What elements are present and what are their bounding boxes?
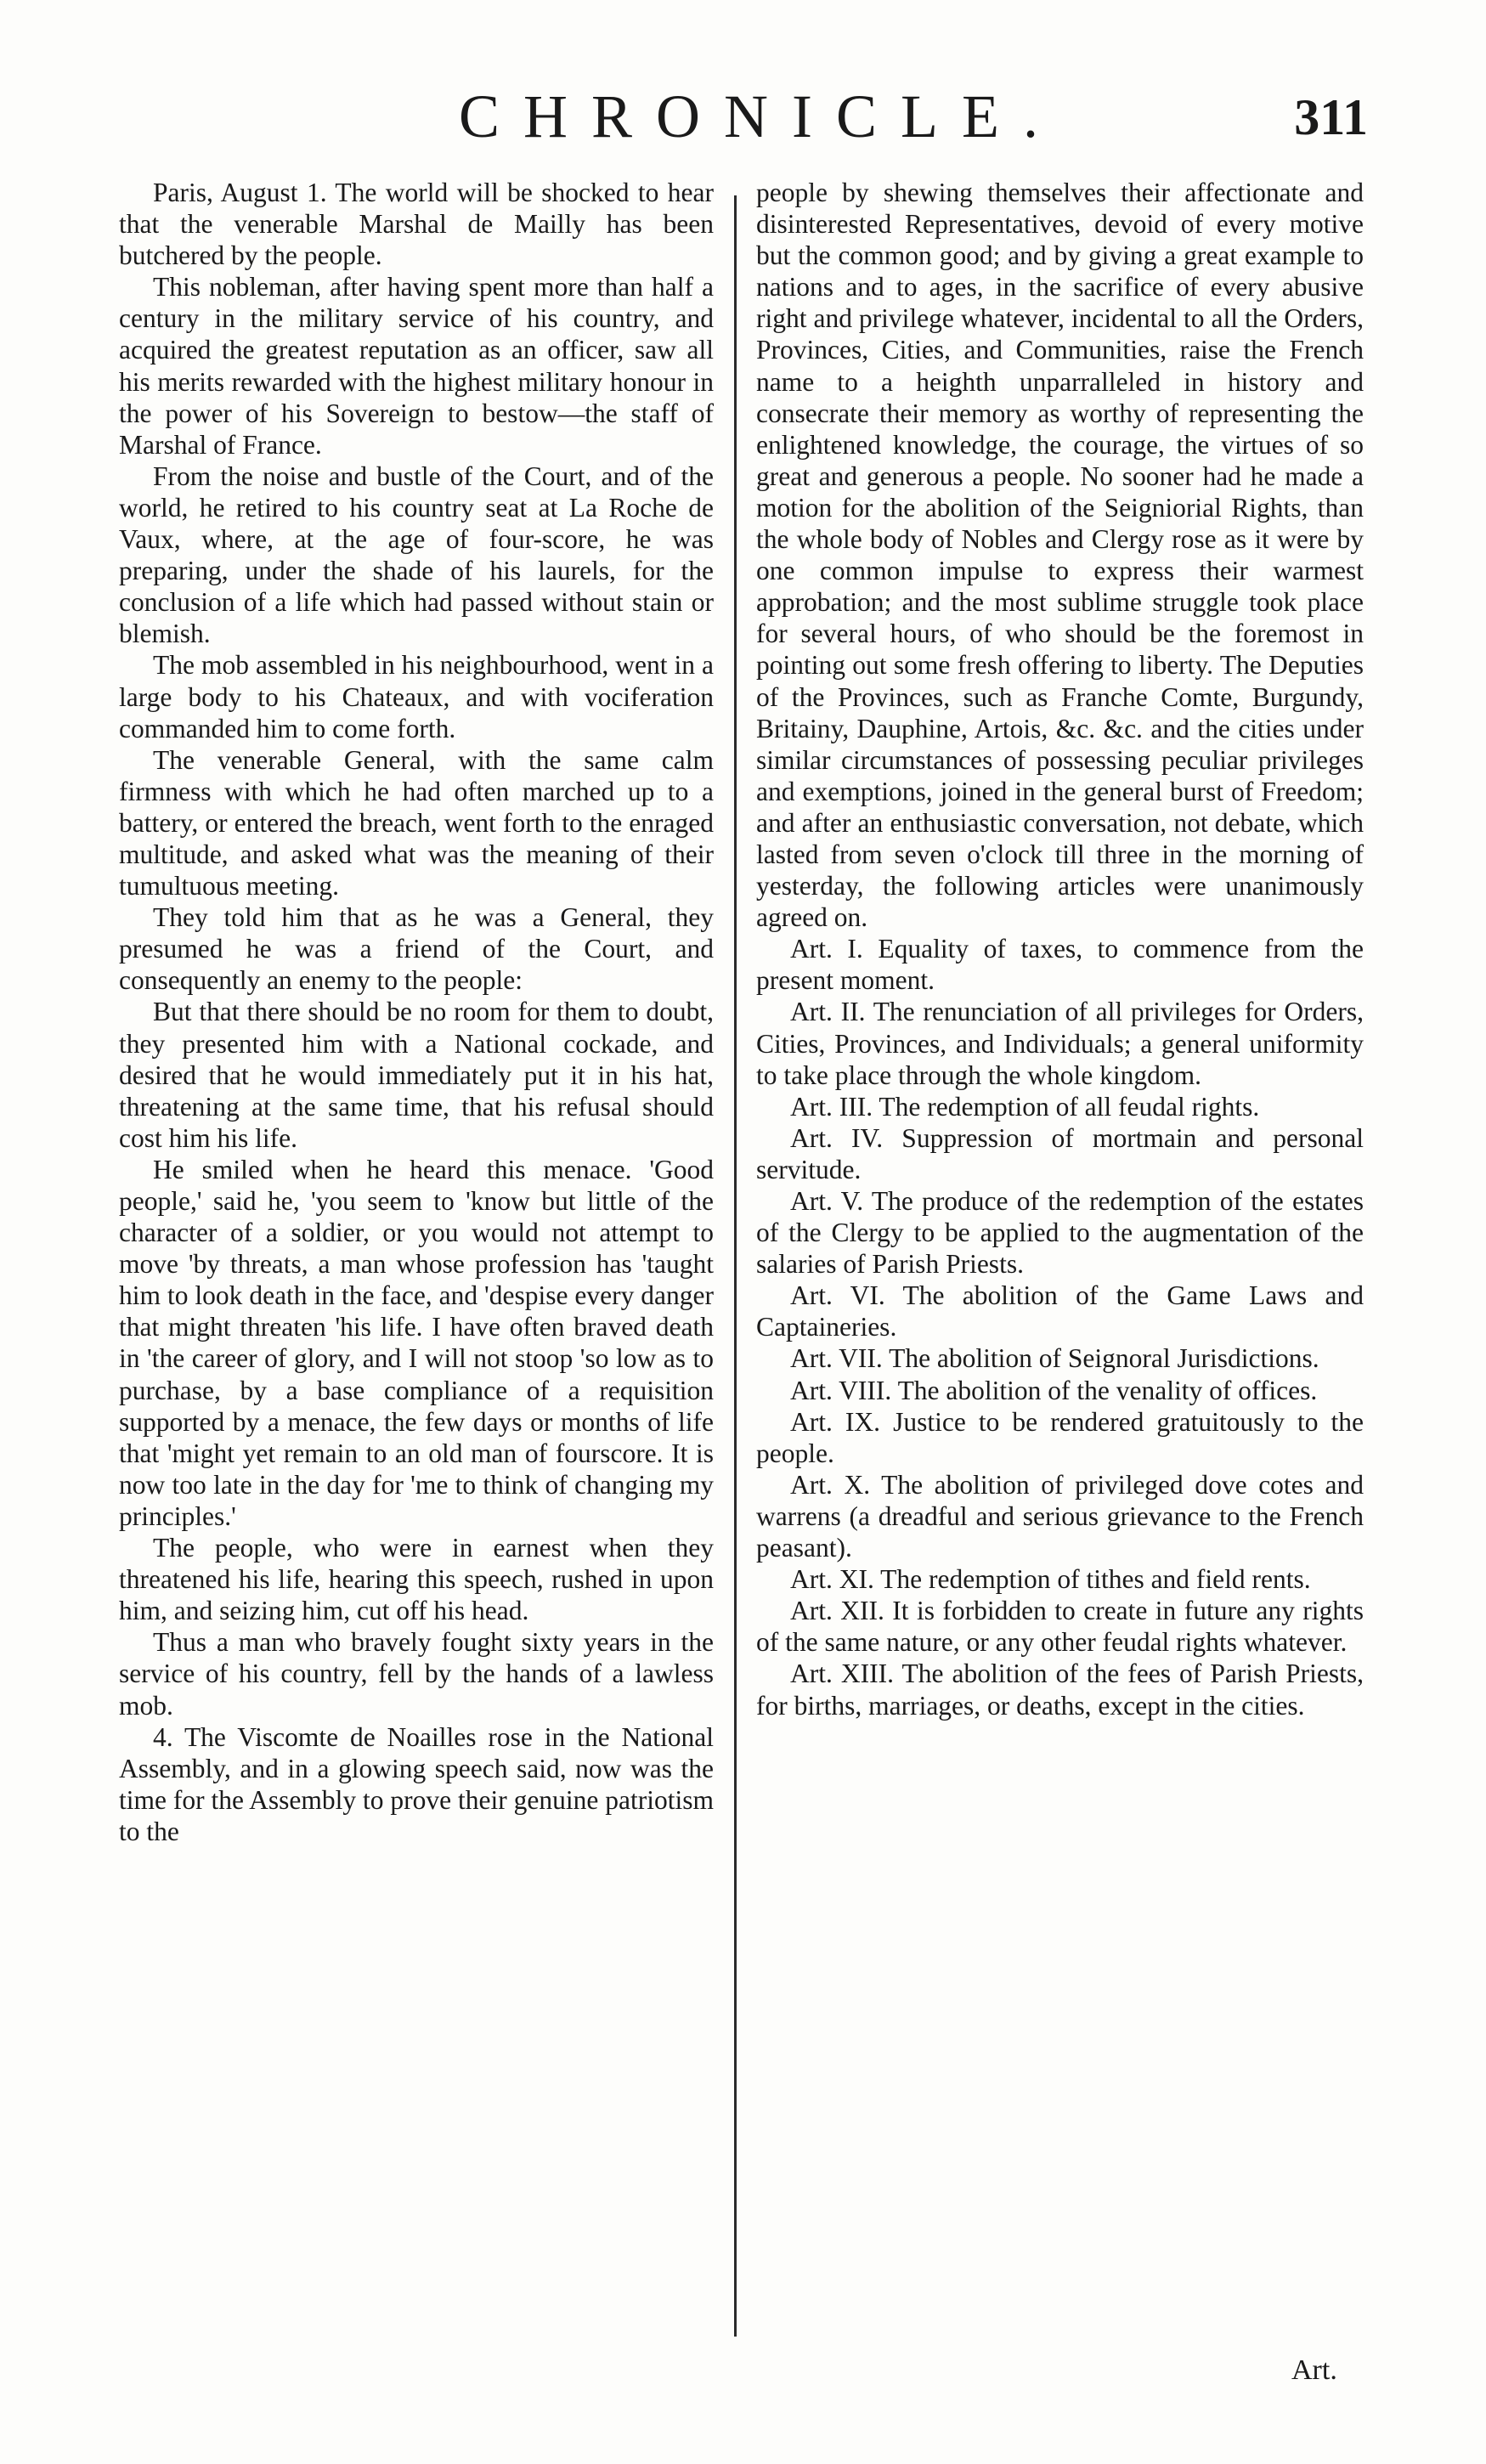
article-1: Art. I. Equality of taxes, to commence from the present moment. (756, 934, 1364, 996)
article-12: Art. XII. It is forbidden to create in future any rights of the same nature, or any other feudal rights whatever. (756, 1596, 1364, 1658)
catchword: Art. (1291, 2354, 1337, 2386)
paragraph-mob-assembled: The mob assembled in his neighbourhood, went in a large body to his Chateaux, and with vociferation commanded him to come forth. (119, 650, 714, 743)
article-4: Art. IV. Suppression of mortmain and personal servitude. (756, 1122, 1364, 1184)
article-11: Art. XI. The redemption of tithes and field rents. (790, 1564, 1311, 1595)
paragraph-beheading: The people, who were in earnest when they threatened his life, hearing this speech, rushed in upon him, and seizing him, cut off his head. (119, 1533, 714, 1626)
paragraph-noailles: 4. The Viscomte de Noailles rose in the National Assembly, and in a glowing speech said, now was the time for the Assembly to prove their genuine patriotism to the (119, 1721, 714, 1846)
article-5: Art. V. The produce of the redemption of the estates of the Clergy to be applied to the augmentation of the salaries of Parish Priests. (756, 1186, 1364, 1280)
page-number: 311 (1294, 89, 1368, 145)
paragraph-speech: He smiled when he heard this menace. 'Good people,' said he, 'you seem to 'know but little of the character of a soldier, or you would not attempt to move 'by threats, a man whose profession has 'taught him to look death in the face, and 'despise every danger that might threaten 'his life. I have often braved death in 'the career of glory, and I will not stoop 'so low as to purchase, by a base compliance of a requisition supported by a menace, the few days or months of life that 'might yet remain to an old man of fourscore. It is now too late in the day for 'me to think of changing my principles.' (119, 1154, 714, 1531)
article-10: Art. X. The abolition of privileged dove cotes and warrens (a dreadful and serious grievance to the French peasant). (756, 1469, 1364, 1563)
paragraph-retirement: From the noise and bustle of the Court, and of the world, he retired to his country seat at La Roche de Vaux, where, at the age of four-score, he was preparing, under the shade of his laurels, for the conclusion of a life which had passed without stain or blemish. (119, 461, 714, 649)
article-9: Art. IX. Justice to be rendered gratuitously to the people. (756, 1406, 1364, 1468)
article-7: Art. VII. The abolition of Seignoral Jurisdictions. (790, 1343, 1319, 1374)
column-rule (734, 195, 737, 2337)
paragraph-continuation: people by shewing themselves their affectionate and disinterested Representatives, devoid of every motive but the common good; and by giving a great example to nations and to ages, in the sacrifice of every abusive right and privilege whatever, incidental to all the Orders, Provinces, Cities, and Communities, raise the French name to a heighth unparralleled in history and consecrate their memory as worthy of representing the enlightened knowledge, the courage, the virtues of so great and generous a people. No sooner had he made a motion for the abolition of the Seigniorial Rights, than the whole body of Nobles and Clergy rose as it were by one common impulse to express their warmest approbation; and the most sublime struggle took place for several hours, of who should be the foremost in pointing out some fresh offering to liberty. The Deputies of the Provinces, such as Franche Comte, Burgundy, Britainy, Dauphine, Artois, &c. &c. and the cities under similar circumstances of possessing peculiar privileges and exemptions, joined in the general burst of Freedom; and after an enthusiastic conversation, not debate, which lasted from seven o'clock till three in the morning of yesterday, the following articles were unanimously agreed on. (756, 178, 1364, 933)
running-title: CHRONICLE. (459, 82, 1062, 150)
paragraph-lawless-mob: Thus a man who bravely fought sixty years in the service of his country, fell by the hands of a lawless mob. (119, 1627, 714, 1721)
right-column (756, 177, 1364, 1721)
paragraph-cockade: But that there should be no room for them to doubt, they presented him with a National cockade, and desired that he would immediately put it in his hat, threatening at the same time, that his refusal should cost him his life. (119, 997, 714, 1153)
article-13: Art. XIII. The abolition of the fees of Parish Priests, for births, marriages, or deaths, except in the cities. (756, 1659, 1364, 1721)
paragraph-nobleman: This nobleman, after having spent more than half a century in the military service of his country, and acquired the greatest reputation as an officer, saw all his merits rewarded with the highest military honour in the power of his Sovereign to bestow—the staff of Marshal of France. (119, 272, 714, 460)
article-6: Art. VI. The abolition of the Game Laws and Captaineries. (756, 1280, 1364, 1342)
running-head (459, 78, 1393, 155)
article-8: Art. VIII. The abolition of the venality of offices. (790, 1375, 1318, 1405)
left-column (119, 177, 714, 1847)
article-3: Art. III. The redemption of all feudal rights. (790, 1091, 1260, 1122)
paragraph-paris-dateline: Paris, August 1. The world will be shocked to hear that the venerable Marshal de Mailly has been butchered by the people. (119, 178, 714, 271)
paragraph-general-went-forth: The venerable General, with the same calm firmness with which he had often marched up to a battery, or entered the breach, went forth to the enraged multitude, and asked what was the meaning of their tumultuous meeting. (119, 744, 714, 901)
article-2: Art. II. The renunciation of all privileges for Orders, Cities, Provinces, and Individuals; a general uniformity to take place through the whole kingdom. (756, 997, 1364, 1090)
paragraph-they-told-him: They told him that as he was a General, they presumed he was a friend of the Court, and consequently an enemy to the people: (119, 902, 714, 996)
